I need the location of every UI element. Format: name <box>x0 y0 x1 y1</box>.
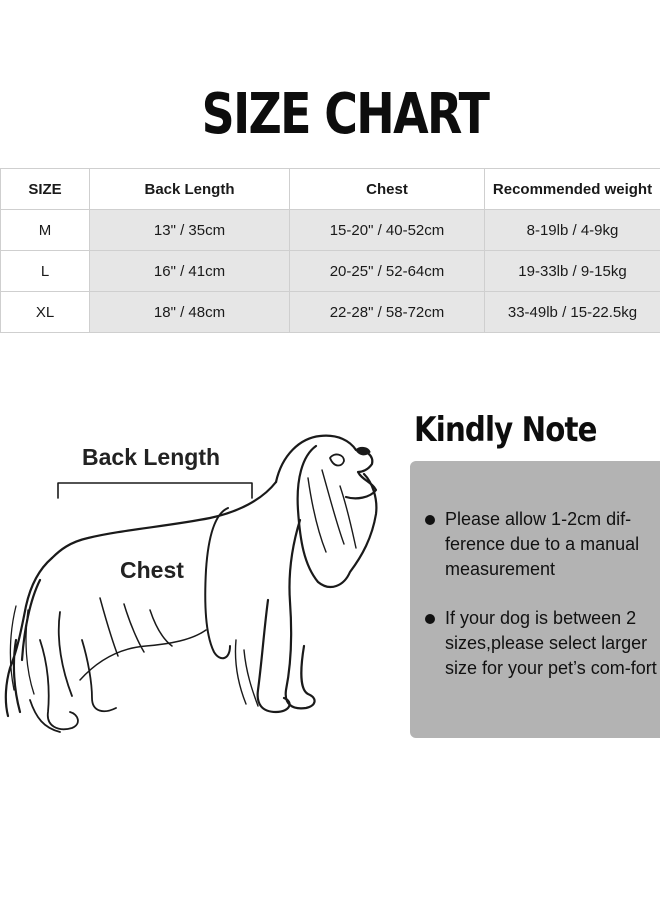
chest-label: Chest <box>120 557 184 583</box>
header-back-length: Back Length <box>90 169 290 210</box>
note-list <box>410 461 660 681</box>
cell-weight: 33-49lb / 15-22.5kg <box>485 292 660 333</box>
table-header-row <box>1 169 660 210</box>
size-chart-table <box>0 168 660 333</box>
cell-size: XL <box>1 292 90 333</box>
chest-measure-strap <box>205 508 230 658</box>
note-box <box>410 461 660 738</box>
note-heading: Kindly Note <box>414 410 597 450</box>
dog-front-outline <box>286 520 315 708</box>
note-text: Please allow 1-2cm dif-ference due to a manual measurement <box>445 509 640 579</box>
table-row <box>1 292 660 333</box>
note-text: If your dog is between 2 sizes,please select larger size for your pet’s com-fort <box>445 608 657 678</box>
dog-tail <box>6 558 52 716</box>
dog-ear <box>298 446 377 587</box>
header-recommended-weight: Recommended weight <box>485 169 660 210</box>
bullet-icon <box>425 614 435 624</box>
cell-back-length: 16" / 41cm <box>90 251 290 292</box>
cell-back-length: 18" / 48cm <box>90 292 290 333</box>
dog-eye <box>330 454 344 465</box>
cell-back-length: 13" / 35cm <box>90 210 290 251</box>
cell-size: M <box>1 210 90 251</box>
header-chest: Chest <box>290 169 485 210</box>
dog-head-outline <box>276 436 376 499</box>
cell-weight: 8-19lb / 4-9kg <box>485 210 660 251</box>
cell-weight: 19-33lb / 9-15kg <box>485 251 660 292</box>
list-item <box>410 507 660 582</box>
list-item <box>410 606 660 681</box>
table-row <box>1 210 660 251</box>
header-size: SIZE <box>1 169 90 210</box>
dog-hind-legs <box>30 612 116 732</box>
dog-back-outline <box>52 482 276 558</box>
dog-nose <box>356 448 370 455</box>
cell-chest: 15-20" / 40-52cm <box>290 210 485 251</box>
bullet-icon <box>425 515 435 525</box>
cell-chest: 22-28" / 58-72cm <box>290 292 485 333</box>
back-length-label: Back Length <box>82 444 221 470</box>
back-length-measure-line <box>58 483 252 498</box>
dog-belly <box>80 598 206 680</box>
table-row <box>1 251 660 292</box>
cell-size: L <box>1 251 90 292</box>
cell-chest: 20-25" / 52-64cm <box>290 251 485 292</box>
page-title: SIZE CHART <box>201 82 489 147</box>
